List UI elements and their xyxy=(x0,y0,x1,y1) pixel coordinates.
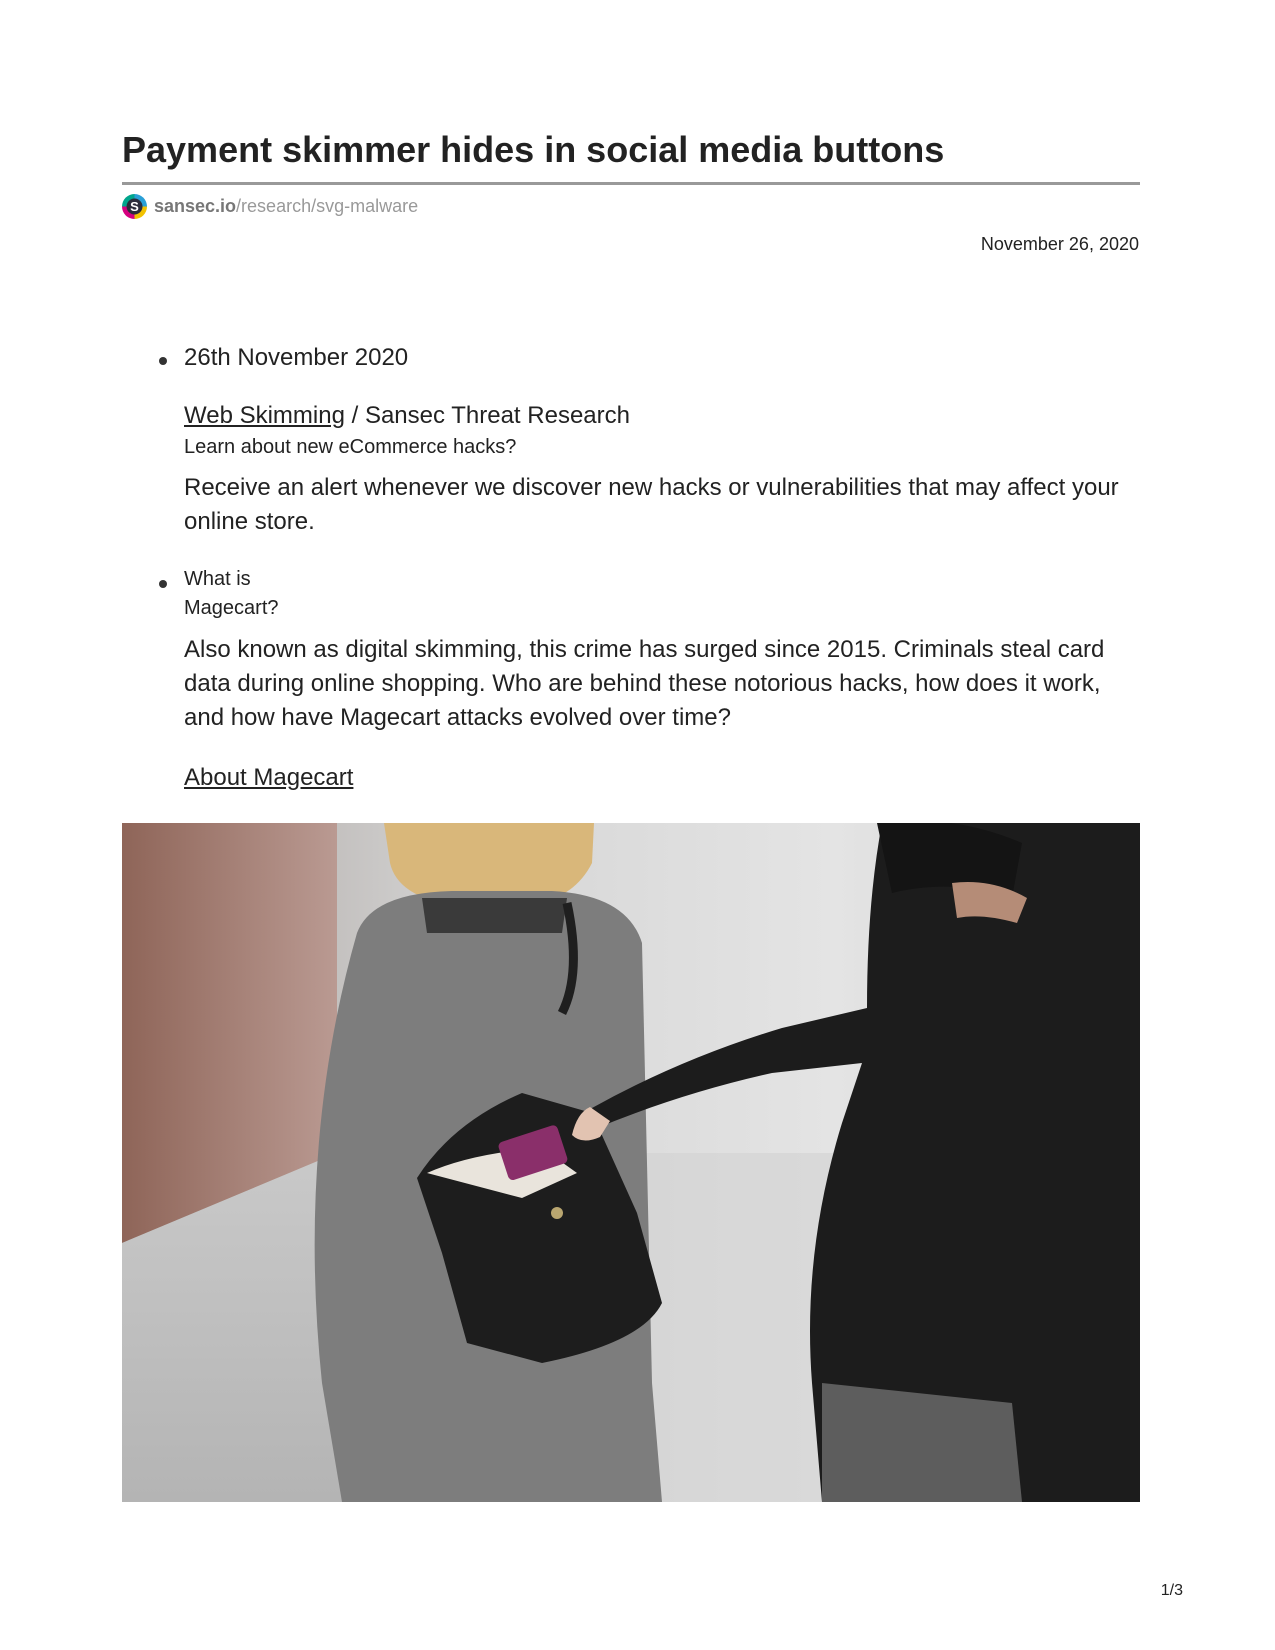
magecart-text: Also known as digital skimming, this crime has surged since 2015. Criminals steal card data during online shopping. Who are behind these notorious hacks, how does it work, and how have Magecart attacks evolved over time? xyxy=(184,636,1105,731)
web-skimming-link[interactable]: Web Skimming xyxy=(184,402,345,429)
title-divider xyxy=(122,182,1140,185)
sansec-logo-icon xyxy=(122,194,147,219)
page-number: 1/3 xyxy=(1160,1582,1183,1599)
category-rest: Sansec Threat Research xyxy=(364,402,630,429)
article-hero-image xyxy=(122,823,1140,1502)
magecart-heading-line1: What is xyxy=(184,568,251,590)
post-date: 26th November 2020 xyxy=(184,344,409,371)
svg-text:S: S xyxy=(130,198,139,214)
magecart-heading-line2: Magecart? xyxy=(184,597,279,619)
source-domain[interactable]: sansec.io xyxy=(154,195,237,216)
source-path[interactable]: /research/svg-malware xyxy=(236,195,419,216)
about-magecart-link[interactable] xyxy=(184,764,353,792)
list-bullet xyxy=(159,357,167,365)
newsletter-heading: Learn about new eCommerce hacks? xyxy=(184,436,517,458)
source-line[interactable] xyxy=(122,193,418,219)
list-bullet xyxy=(159,580,167,588)
newsletter-text: Receive an alert whenever we discover new hacks or vulnerabilities that may affect your online store. xyxy=(184,474,1119,535)
article-title: Payment skimmer hides in social media buttons xyxy=(122,129,945,170)
post-category xyxy=(184,402,630,430)
article-date: November 26, 2020 xyxy=(980,234,1139,254)
category-separator: / xyxy=(344,402,365,429)
about-magecart-link-text[interactable]: About Magecart xyxy=(184,764,354,791)
